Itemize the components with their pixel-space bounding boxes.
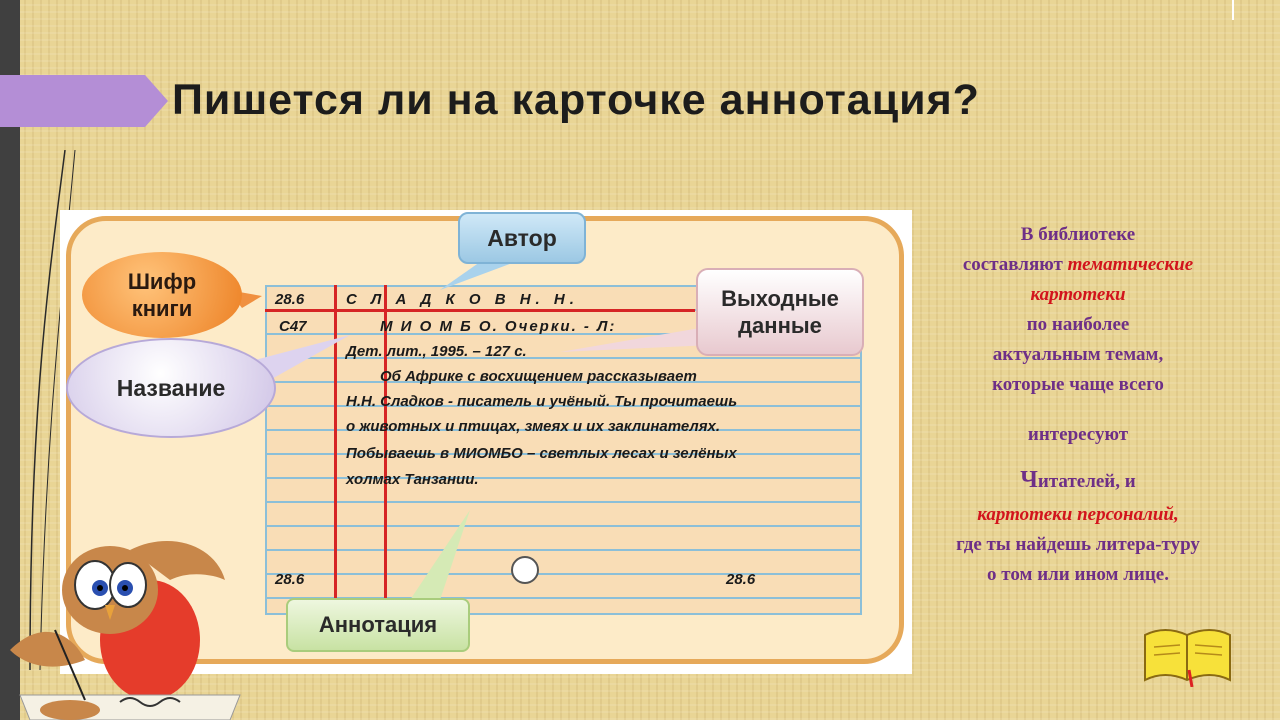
- owl-writing-icon: [0, 520, 250, 720]
- card-code-bottom-right: 28.6: [726, 571, 756, 588]
- callout-book-code: Шифр книги: [82, 252, 242, 338]
- card-annotation-line-5: холмах Танзании.: [346, 471, 479, 488]
- card-annotation-line-1: Об Африке с восхищением рассказывает: [380, 368, 697, 385]
- side-line-1: В библиотеке: [1020, 224, 1136, 245]
- side-line-3: картотеки: [1030, 284, 1126, 306]
- side-line-5: актуальным темам,: [992, 344, 1164, 366]
- side-line-4: по наиболее: [1026, 314, 1130, 336]
- highlight-personalia: картотеки персоналий: [977, 504, 1174, 526]
- card-code-bottom-left: 28.6: [275, 571, 305, 588]
- side-line-8: Читателей, и: [1020, 467, 1136, 494]
- card-book-title: М И О М Б О. Очерки. - Л:: [380, 318, 617, 335]
- slide-title: Пишется ли на карточке аннотация?: [172, 76, 980, 124]
- card-publication: Дет. лит., 1995. – 127 с.: [346, 343, 527, 360]
- callout-title: Название: [66, 338, 276, 438]
- callout-author: Автор: [458, 212, 586, 264]
- imprint-pointer: [560, 328, 712, 352]
- card-annotation-line-4: Побываешь в МИОМБО – светлых лесах и зелёных: [346, 445, 737, 462]
- callout-imprint: Выходные данные: [696, 268, 864, 356]
- side-line-6: которые чаще всего: [992, 374, 1164, 396]
- card-code-top: 28.6: [275, 291, 305, 308]
- callout-annotation: Аннотация: [286, 598, 470, 652]
- card-annotation-line-2: Н.Н. Сладков - писатель и учёный. Ты прочитаешь: [346, 393, 738, 410]
- card-hole-circle: [511, 556, 539, 584]
- open-book-icon: [1140, 625, 1235, 687]
- side-line-2: составляют тематические: [962, 254, 1194, 276]
- annotation-pointer: [410, 510, 470, 600]
- side-explanation: [918, 220, 1238, 590]
- side-line-7: интересуют: [1027, 424, 1129, 446]
- author-pointer: [440, 262, 515, 290]
- card-annotation-line-3: о животных и птицах, змеях и их заклинателях.: [346, 418, 721, 435]
- side-line-9: картотеки персоналий,: [977, 504, 1179, 526]
- side-line-11: о том или ином лице.: [987, 564, 1169, 586]
- side-line-10: где ты найдешь литера-туру: [956, 534, 1200, 556]
- card-author-line: С Л А Д К О В Н. Н.: [346, 291, 579, 308]
- highlight-thematic: тематические: [1067, 254, 1194, 276]
- card-code-second: С47: [279, 318, 307, 335]
